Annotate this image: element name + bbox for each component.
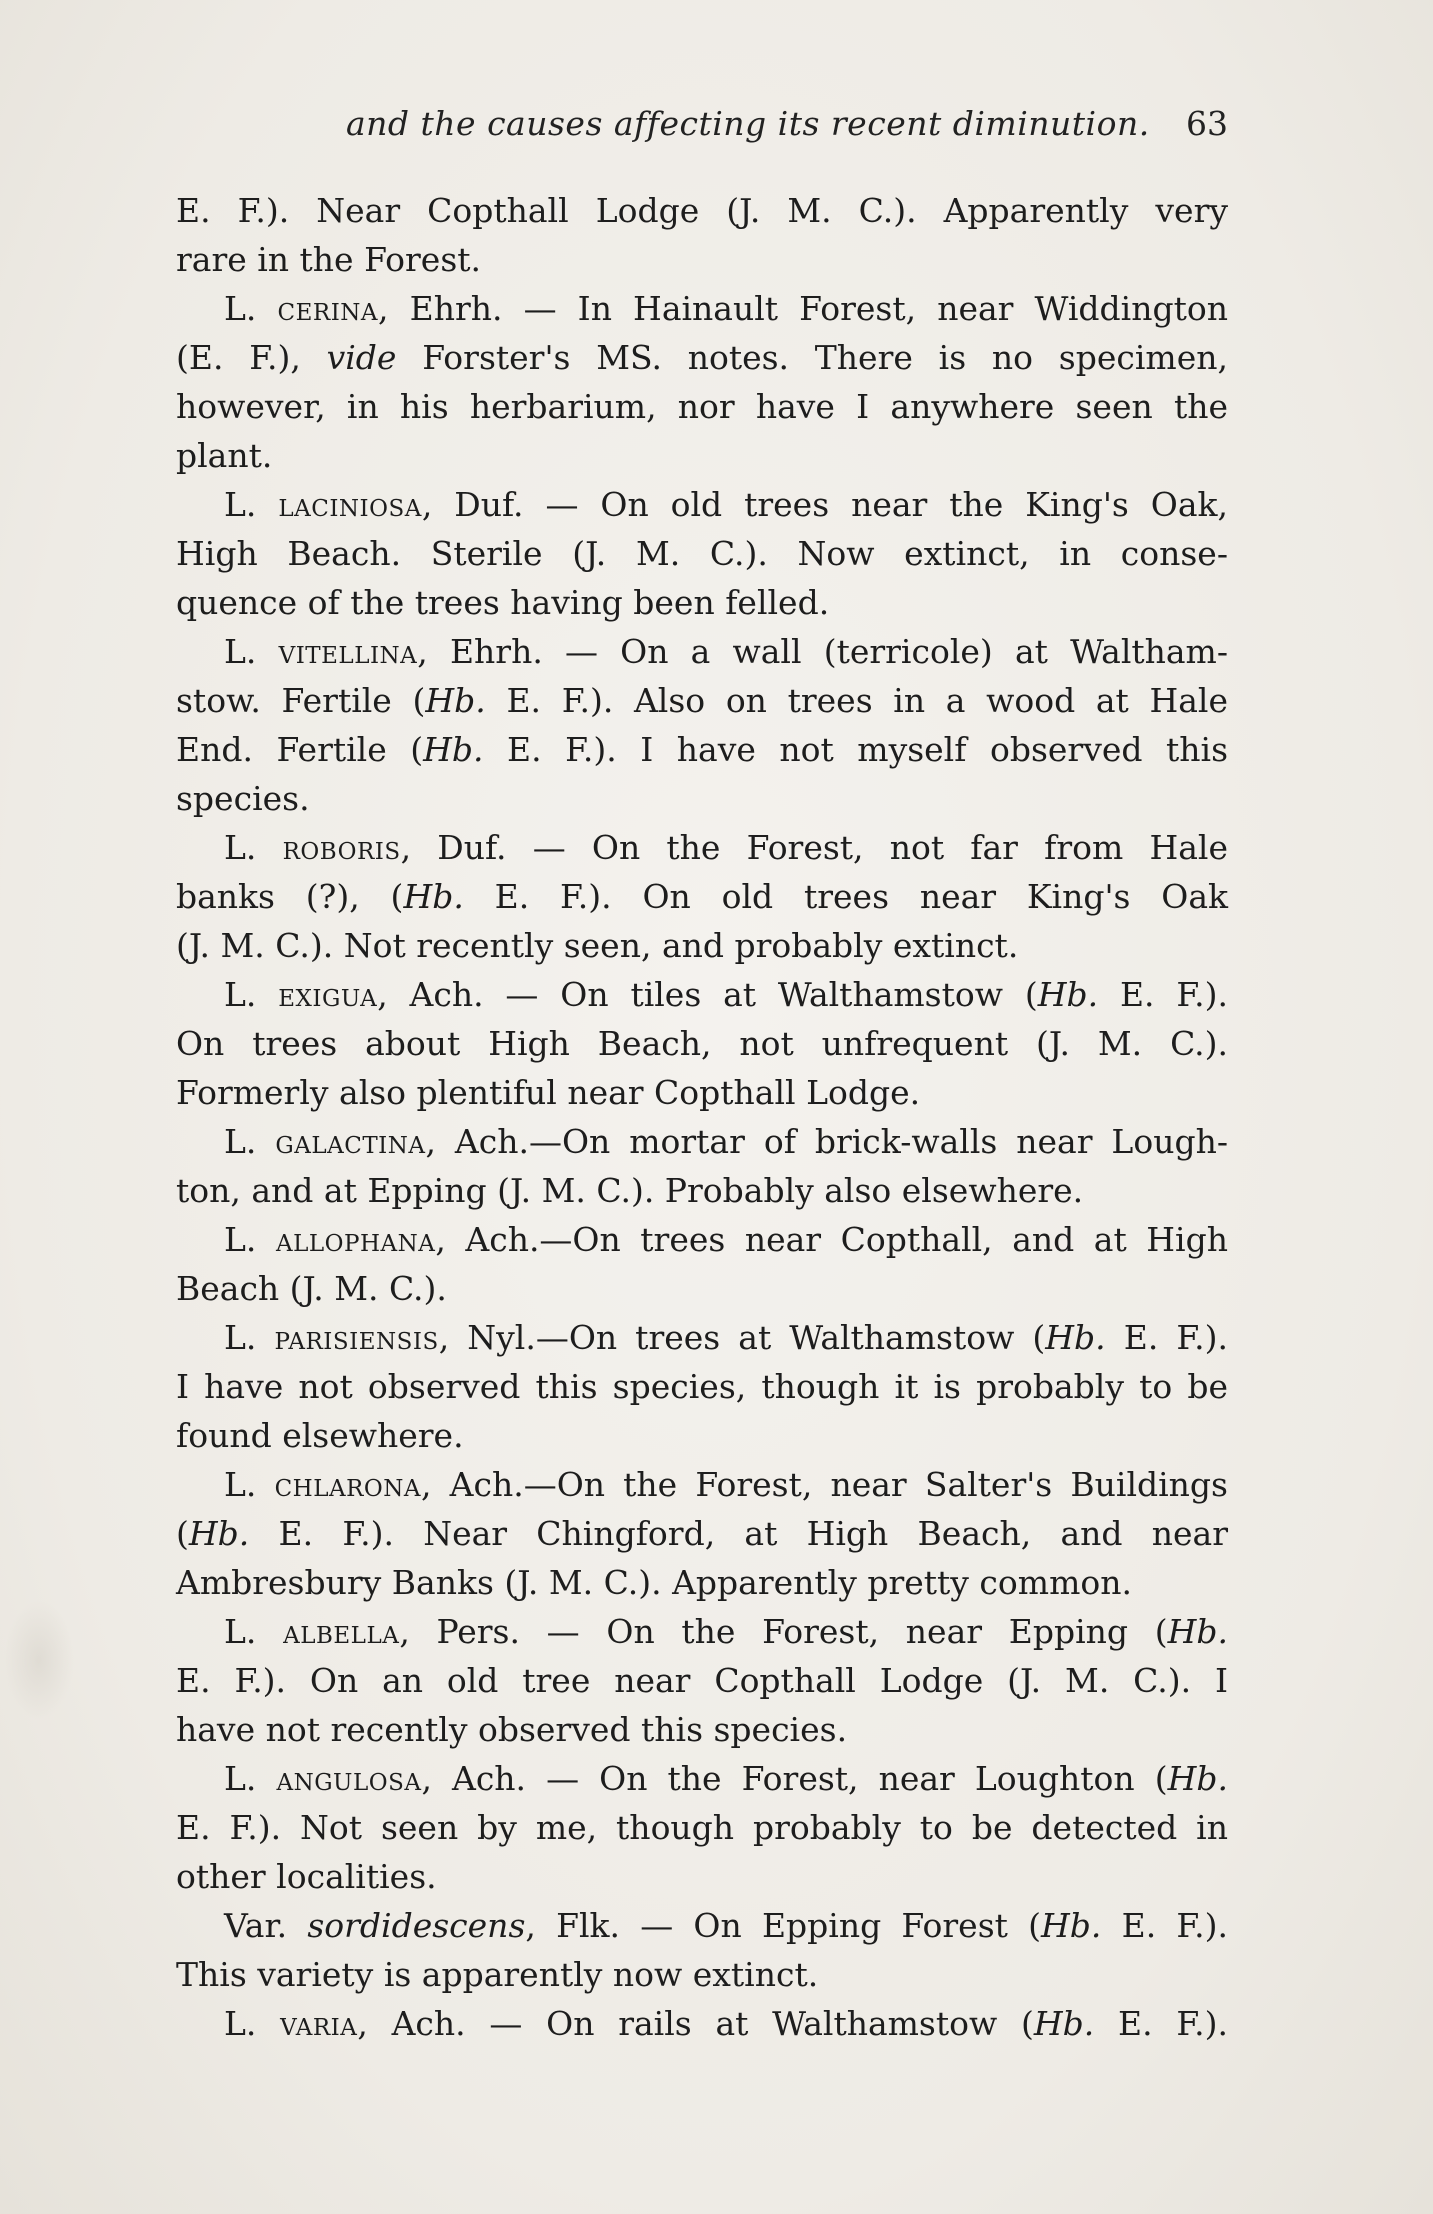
text-span: E. F.). Also on trees in a wood at Hale: [485, 681, 1228, 720]
text-span: E. F.).: [1098, 975, 1228, 1014]
text-line: [176, 872, 1228, 921]
text-span: L.: [224, 1759, 277, 1798]
text-span: species.: [176, 779, 310, 818]
text-line: [176, 1656, 1228, 1705]
text-span: High Beach. Sterile (J. M. C.). Now extinct, in conse-: [176, 534, 1228, 573]
text-line: [176, 1901, 1228, 1950]
text-line: [176, 627, 1228, 676]
text-line: [176, 1852, 1228, 1901]
species-name: exigua: [278, 975, 378, 1014]
body-text: [176, 186, 1228, 2048]
text-span: Var.: [224, 1906, 308, 1945]
text-span: (J. M. C.). Not recently seen, and probably extinct.: [176, 926, 1019, 965]
text-span: , Ach.—On the Forest, near Salter's Buildings: [421, 1465, 1228, 1504]
text-span: E. F.). On an old tree near Copthall Lodge (J. M. C.). I: [176, 1661, 1228, 1700]
text-line: [176, 1705, 1228, 1754]
text-line: [176, 1362, 1228, 1411]
species-name: chlarona: [274, 1465, 422, 1504]
text-span: , Ach.—On trees near Copthall, and at High: [435, 1220, 1228, 1259]
italic-text: Hb.: [1045, 1318, 1106, 1357]
text-span: Formerly also plentiful near Copthall Lodge.: [176, 1073, 921, 1112]
text-line: [176, 1999, 1228, 2048]
text-span: L.: [224, 632, 279, 671]
species-name: laciniosa: [278, 485, 422, 524]
italic-text: Hb.: [1037, 975, 1099, 1014]
italic-text: Hb.: [423, 730, 484, 769]
species-name: parisiensis: [274, 1318, 439, 1357]
italic-text: sordidescens: [307, 1906, 526, 1945]
text-line: [176, 1019, 1228, 1068]
text-line: [176, 431, 1228, 480]
text-span: E. F.).: [1105, 1318, 1228, 1357]
text-span: L.: [224, 1220, 276, 1259]
text-line: [176, 1264, 1228, 1313]
text-line: [176, 235, 1228, 284]
text-line: [176, 1166, 1228, 1215]
species-name: angulosa: [276, 1759, 422, 1798]
text-span: L.: [224, 828, 283, 867]
text-span: L.: [224, 1318, 275, 1357]
italic-text: Hb.: [1167, 1612, 1228, 1651]
page-stain: [4, 1600, 74, 1720]
text-span: L.: [224, 1122, 276, 1161]
text-line: [176, 578, 1228, 627]
text-line: [176, 1068, 1228, 1117]
text-line: [176, 676, 1228, 725]
italic-text: Hb.: [403, 877, 464, 916]
species-name: cerina: [277, 289, 379, 328]
text-span: , Ach. — On rails at Walthamstow (: [357, 2004, 1034, 2043]
text-line: [176, 1607, 1228, 1656]
text-span: ton, and at Epping (J. M. C.). Probably also elsewhere.: [176, 1171, 1084, 1210]
page-header: [176, 104, 1228, 156]
text-line: [176, 529, 1228, 578]
text-span: (: [176, 1514, 189, 1553]
text-line: [176, 774, 1228, 823]
text-span: , Ehrh. — In Hainault Forest, near Widdington: [378, 289, 1228, 328]
species-name: galactina: [275, 1122, 426, 1161]
text-line: [176, 1411, 1228, 1460]
text-span: , Pers. — On the Forest, near Epping (: [399, 1612, 1168, 1651]
text-span: stow. Fertile (: [176, 681, 426, 720]
text-line: [176, 823, 1228, 872]
text-span: On trees about High Beach, not unfrequent (J. M. C.).: [176, 1024, 1228, 1063]
running-title: and the causes affecting its recent diminution.: [346, 104, 1150, 143]
text-span: , Nyl.—On trees at Walthamstow (: [438, 1318, 1046, 1357]
species-name: varia: [280, 2004, 358, 2043]
text-span: Ambresbury Banks (J. M. C.). Apparently pretty common.: [176, 1563, 1132, 1602]
text-line: [176, 1215, 1228, 1264]
text-span: rare in the Forest.: [176, 240, 482, 279]
species-name: allophana: [275, 1220, 436, 1259]
text-span: E. F.).: [1101, 1906, 1229, 1945]
text-span: plant.: [176, 436, 273, 475]
page-number: 63: [1186, 104, 1228, 143]
text-line: [176, 480, 1228, 529]
text-line: [176, 1803, 1228, 1852]
species-name: vitellina: [278, 632, 418, 671]
species-name: albella: [283, 1612, 400, 1651]
text-span: E. F.).: [1094, 2004, 1229, 2043]
text-span: E. F.). Near Copthall Lodge (J. M. C.). Apparently very: [176, 191, 1228, 230]
text-span: banks (?), (: [176, 877, 404, 916]
text-span: L.: [224, 485, 279, 524]
text-line: [176, 382, 1228, 431]
text-span: E. F.). On old trees near King's Oak: [463, 877, 1228, 916]
text-span: L.: [224, 1612, 284, 1651]
text-line: [176, 1509, 1228, 1558]
italic-text: Hb.: [1167, 1759, 1228, 1798]
text-span: I have not observed this species, though it is probably to be: [176, 1367, 1228, 1406]
text-span: This variety is apparently now extinct.: [176, 1955, 819, 1994]
text-span: E. F.). Not seen by me, though probably to be detected in: [176, 1808, 1228, 1847]
text-line: [176, 1460, 1228, 1509]
species-name: roboris: [282, 828, 401, 867]
text-span: , Ach. — On tiles at Walthamstow (: [377, 975, 1038, 1014]
text-span: Forster's MS. notes. There is no specimen,: [396, 338, 1228, 377]
text-line: [176, 333, 1228, 382]
text-span: (E. F.),: [176, 338, 327, 377]
text-span: L.: [224, 975, 279, 1014]
text-span: , Duf. — On the Forest, not far from Hale: [400, 828, 1228, 867]
italic-text: Hb.: [425, 681, 486, 720]
text-span: quence of the trees having been felled.: [176, 583, 830, 622]
text-line: [176, 1117, 1228, 1166]
text-span: , Flk. — On Epping Forest (: [525, 1906, 1041, 1945]
text-span: L.: [224, 2004, 281, 2043]
text-span: , Duf. — On old trees near the King's Oak,: [421, 485, 1228, 524]
text-span: other localities.: [176, 1857, 437, 1896]
text-span: E. F.). Near Chingford, at High Beach, and near: [249, 1514, 1228, 1553]
text-span: End. Fertile (: [176, 730, 424, 769]
text-span: E. F.). I have not myself observed this: [483, 730, 1228, 769]
text-line: [176, 284, 1228, 333]
text-span: found elsewhere.: [176, 1416, 464, 1455]
text-line: [176, 1754, 1228, 1803]
text-span: Beach (J. M. C.).: [176, 1269, 447, 1308]
italic-text: Hb.: [1040, 1906, 1102, 1945]
text-span: however, in his herbarium, nor have I anywhere seen the: [176, 387, 1228, 426]
text-span: , Ach. — On the Forest, near Loughton (: [421, 1759, 1168, 1798]
text-line: [176, 1313, 1228, 1362]
text-span: , Ehrh. — On a wall (terricole) at Waltham-: [417, 632, 1228, 671]
italic-text: Hb.: [188, 1514, 250, 1553]
text-line: [176, 186, 1228, 235]
italic-text: Hb.: [1033, 2004, 1095, 2043]
italic-text: vide: [326, 338, 397, 377]
text-line: [176, 970, 1228, 1019]
text-span: , Ach.—On mortar of brick-walls near Lough-: [425, 1122, 1228, 1161]
text-line: [176, 1950, 1228, 1999]
text-span: L.: [224, 289, 278, 328]
text-line: [176, 1558, 1228, 1607]
text-line: [176, 921, 1228, 970]
text-span: L.: [224, 1465, 275, 1504]
text-span: have not recently observed this species.: [176, 1710, 848, 1749]
text-line: [176, 725, 1228, 774]
